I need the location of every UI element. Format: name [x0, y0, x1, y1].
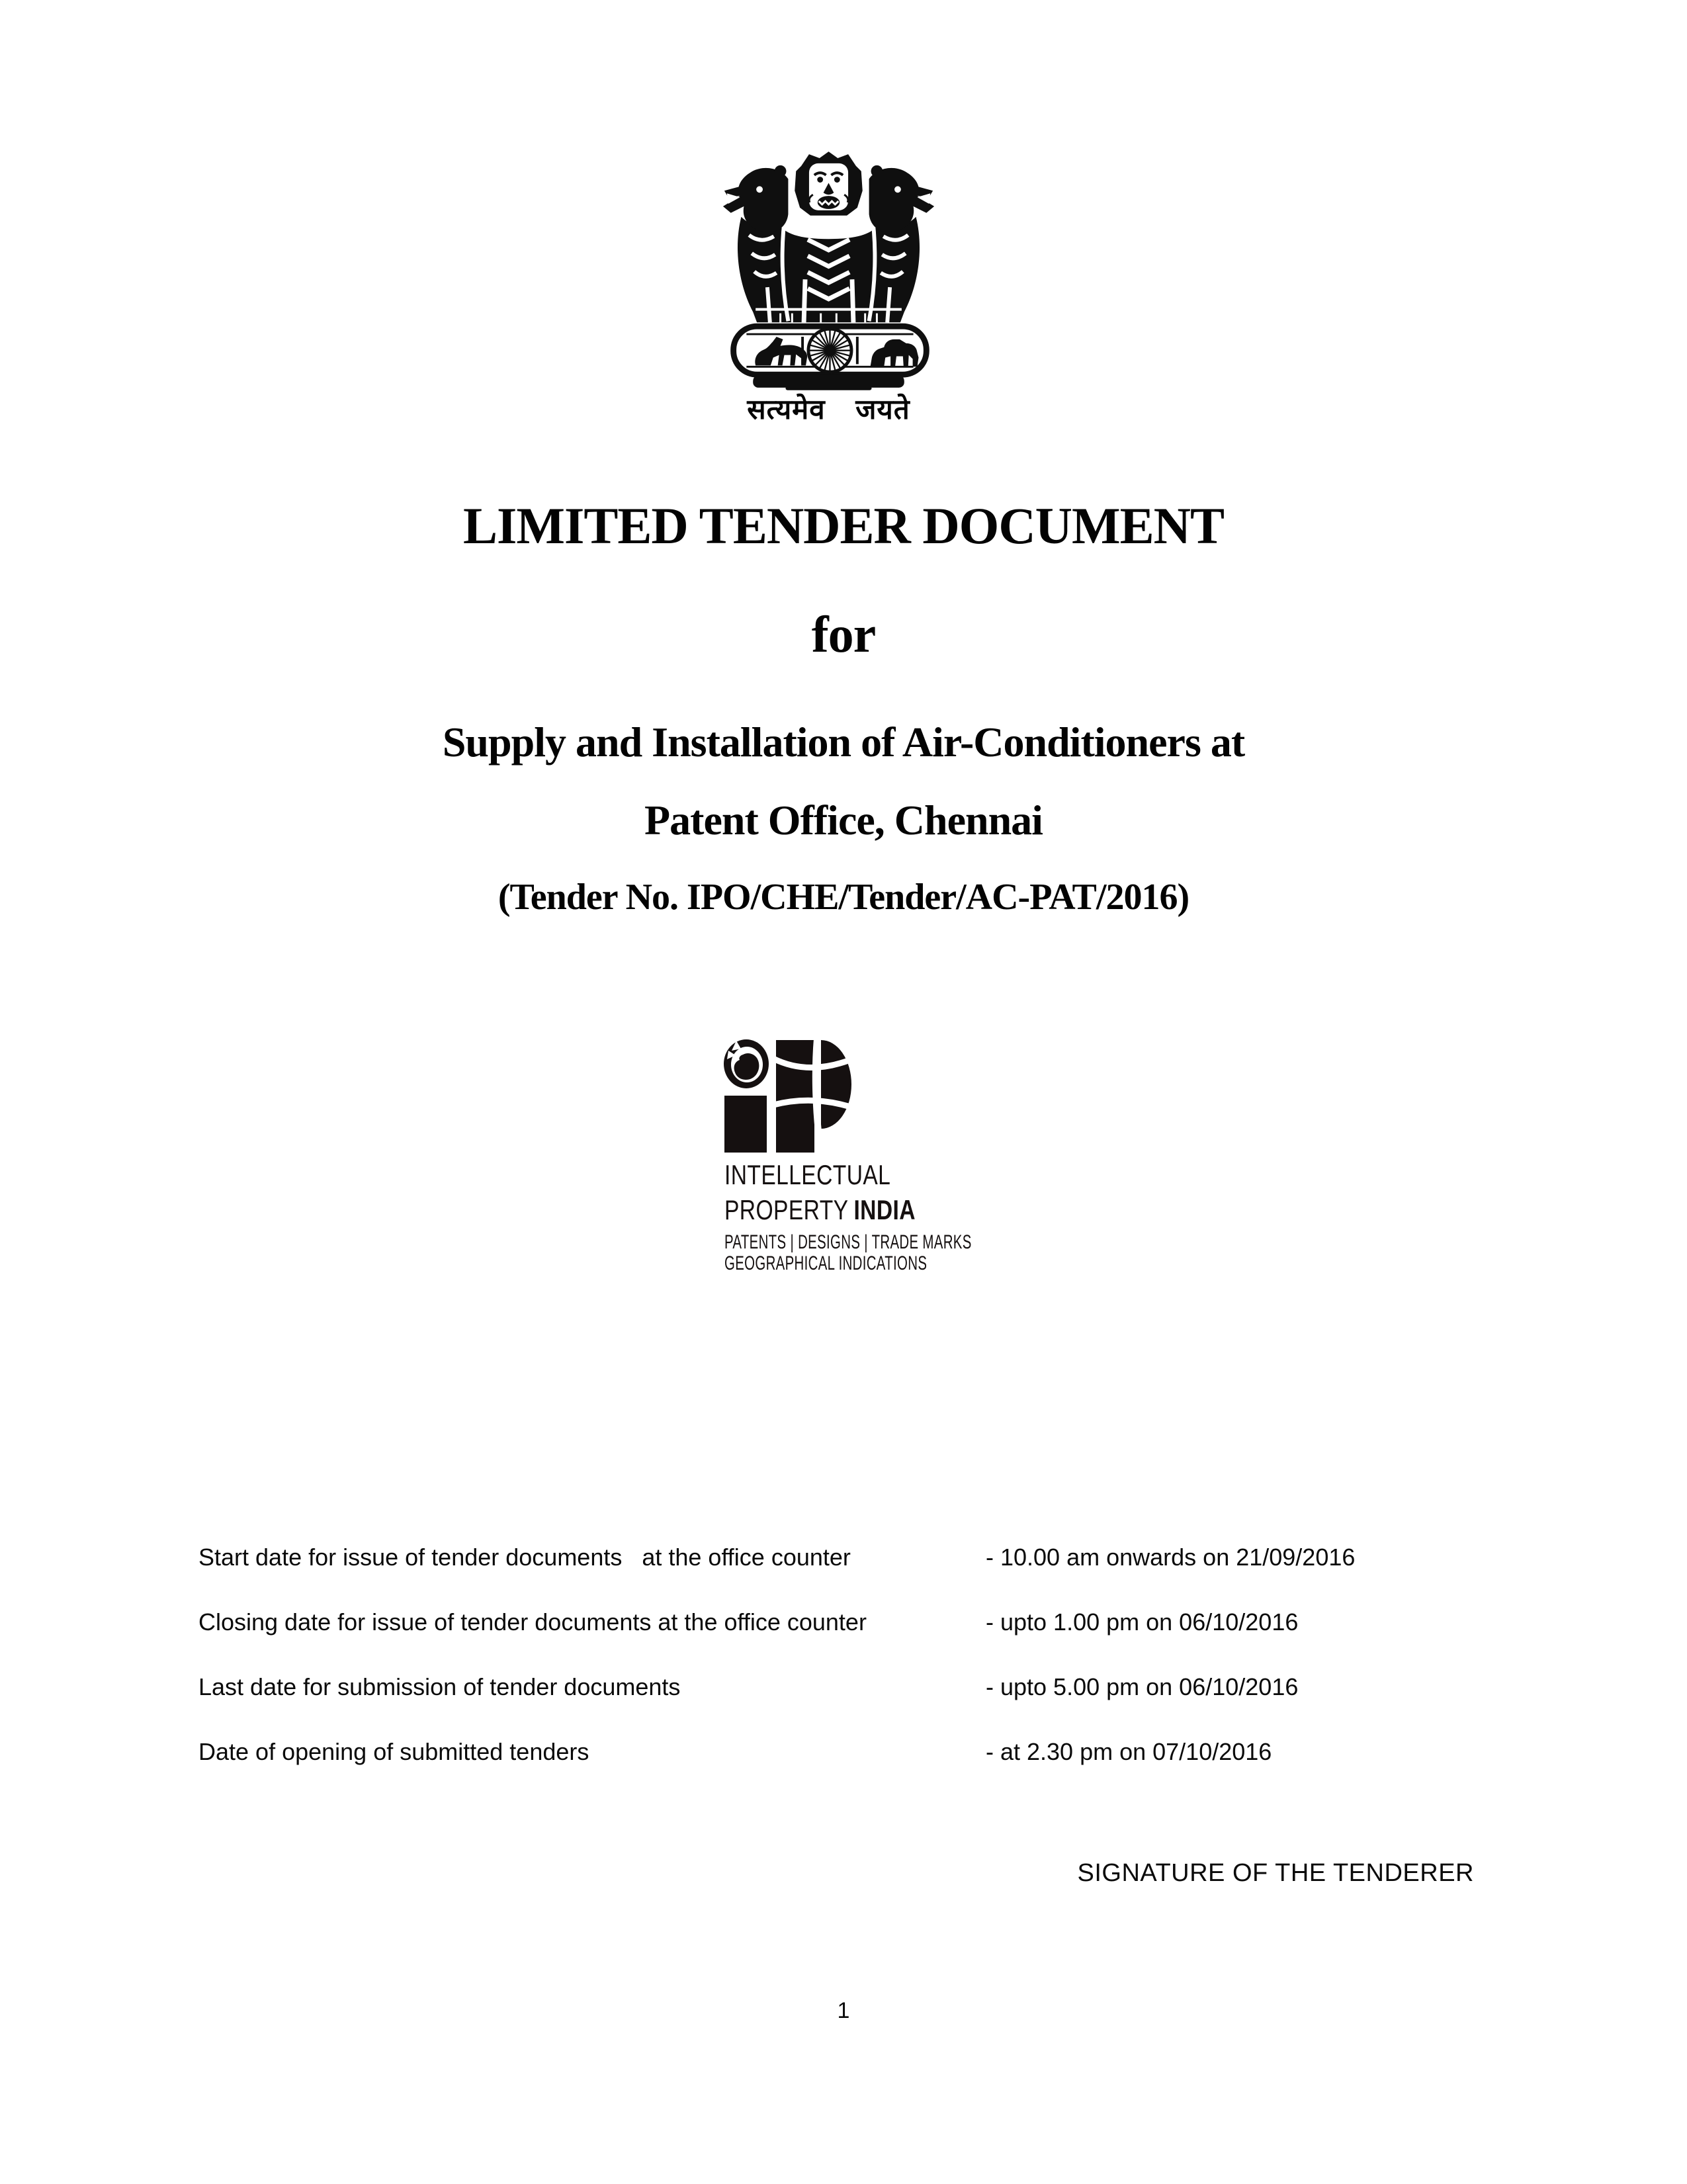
- ip-logo-line-gi: GEOGRAPHICAL INDICATIONS: [724, 1252, 928, 1274]
- right-lion-head: [869, 165, 935, 232]
- ip-logo-letter-i: [724, 1039, 769, 1153]
- title-for-word: for: [811, 605, 876, 663]
- ip-logo-letter-p: [773, 1039, 857, 1153]
- tender-number-line: (Tender No. IPO/CHE/Tender/AC-PAT/2016): [497, 877, 1190, 918]
- left-lion-head: [723, 165, 789, 232]
- ip-logo-line-property-india: [724, 1196, 916, 1224]
- schedule-row-last-submission-date: [198, 1673, 1522, 1737]
- base-plinth: [753, 374, 904, 390]
- ip-india-logo-icon: [723, 1039, 865, 1155]
- central-lion-head: [795, 152, 862, 216]
- ip-logo-line-intellectual: INTELLECTUAL: [724, 1159, 891, 1190]
- ip-logo-india-text: INDIA: [853, 1194, 916, 1225]
- ip-logo-property-text: PROPERTY: [724, 1194, 849, 1225]
- national-emblem: [718, 149, 939, 390]
- schedule-label: Closing date for issue of tender documents at the office counter: [198, 1608, 867, 1636]
- schedule-label: Date of opening of submitted tenders: [198, 1738, 589, 1765]
- schedule-value: - upto 5.00 pm on 06/10/2016: [986, 1673, 1299, 1700]
- schedule-value: - 10.00 am onwards on 21/09/2016: [986, 1544, 1356, 1571]
- subject-line-1: Supply and Installation of Air-Conditioners at: [442, 719, 1245, 765]
- schedule-value: - at 2.30 pm on 07/10/2016: [986, 1738, 1272, 1765]
- emblem-motto: सत्यमेव जयते: [747, 393, 910, 425]
- schedule-value: - upto 1.00 pm on 06/10/2016: [986, 1608, 1299, 1636]
- schedule-label: Last date for submission of tender documents: [198, 1673, 681, 1700]
- schedule-row-closing-date: [198, 1608, 1522, 1673]
- page-number: 1: [837, 1998, 850, 2023]
- schedule-label: Start date for issue of tender documents at the office counter: [198, 1544, 851, 1571]
- tender-schedule: [198, 1543, 1522, 1802]
- schedule-row-opening-date: [198, 1737, 1522, 1802]
- ip-logo-line-services: PATENTS | DESIGNS | TRADE MARKS: [724, 1231, 972, 1253]
- document-title: LIMITED TENDER DOCUMENT: [462, 497, 1225, 554]
- signature-line: SIGNATURE OF THE TENDERER: [1077, 1859, 1474, 1887]
- lion-capital-emblem-icon: [718, 149, 939, 390]
- schedule-row-start-date: [198, 1543, 1522, 1608]
- subject-line-2: Patent Office, Chennai: [644, 797, 1043, 844]
- dharma-chakra-icon: [808, 329, 851, 372]
